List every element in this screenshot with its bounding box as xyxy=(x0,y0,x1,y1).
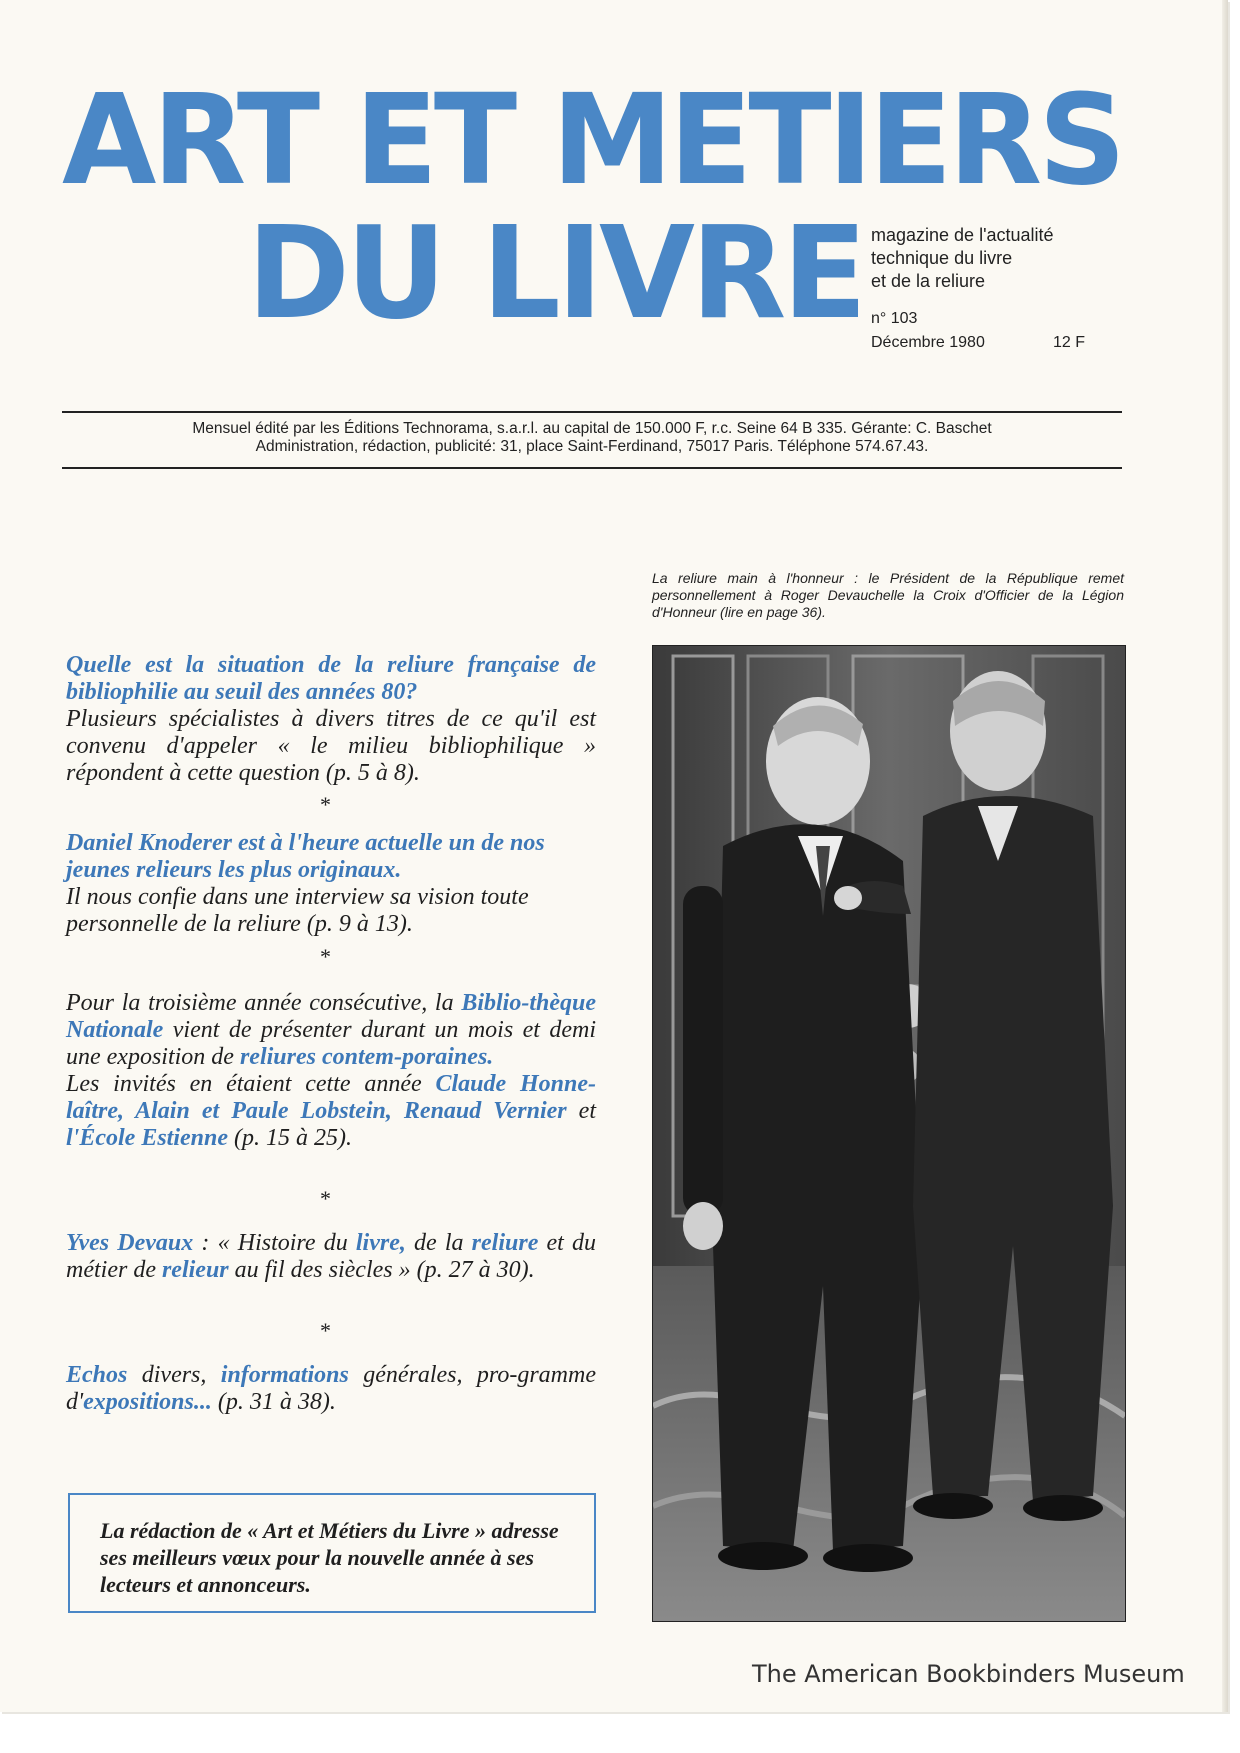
story-devaux xyxy=(66,1230,596,1284)
issue-price: 12 F xyxy=(1053,334,1086,351)
story-knoderer xyxy=(66,830,596,938)
story-text: et xyxy=(566,1098,597,1124)
issue-number: n° 103 xyxy=(871,310,918,327)
story-highlight: Yves Devaux xyxy=(66,1230,194,1256)
museum-watermark: The American Bookbinders Museum xyxy=(752,1660,1185,1688)
story-text: au fil des siècles » (p. 27 à 30). xyxy=(228,1257,535,1283)
story-text: (p. 31 à 38). xyxy=(211,1389,336,1415)
tagline-line: et de la reliure xyxy=(871,271,986,291)
story-text: générales, pro-gramme d' xyxy=(66,1362,596,1415)
story-reliure-situation xyxy=(66,652,596,787)
story-highlight: Claude Honne-laître, Alain et Paule Lobstein, Renaud Vernier xyxy=(66,1071,597,1124)
story-text: Les invités en étaient cette année xyxy=(66,1071,436,1097)
story-highlight: expositions... xyxy=(83,1389,212,1415)
story-separator: * xyxy=(320,1318,331,1343)
story-text: et du métier de xyxy=(66,1230,596,1283)
ceremony-photo xyxy=(652,645,1126,1622)
story-echos xyxy=(66,1362,596,1416)
story-separator: * xyxy=(320,944,331,969)
story-highlight: livre, xyxy=(355,1230,406,1256)
story-headline: Daniel Knoderer est à l'heure actuelle un de nos jeunes relieurs les plus originaux. xyxy=(66,830,545,883)
top-divider xyxy=(62,411,1122,413)
story-separator: * xyxy=(320,792,331,817)
tagline-line: technique du livre xyxy=(871,248,1013,268)
story-highlight: Echos xyxy=(66,1362,128,1388)
story-text: (p. 15 à 25). xyxy=(228,1125,352,1151)
story-highlight: informations xyxy=(220,1362,349,1388)
ceremony-photo-image xyxy=(653,646,1125,1621)
bottom-divider xyxy=(62,467,1122,469)
publisher-info xyxy=(62,420,1122,456)
publisher-info-line: Administration, rédaction, publicité: 31, place Saint-Ferdinand, 75017 Paris. Téléphone 574.67.43. xyxy=(255,438,929,455)
story-text: vient de présenter durant un mois et demi une exposition de xyxy=(66,1017,596,1070)
greeting-text: La rédaction de « Art et Métiers du Livre » adresse ses meilleurs vœux pour la nouvelle année à ses lecteurs et annonceurs. xyxy=(100,1518,559,1597)
story-highlight: Biblio-thèque Nationale xyxy=(66,990,596,1043)
story-text: de la xyxy=(405,1230,472,1256)
tagline-line: magazine de l'actualité xyxy=(871,225,1054,245)
story-highlight: reliure xyxy=(471,1230,539,1256)
publisher-info-line: Mensuel édité par les Éditions Technorama, s.a.r.l. au capital de 150.000 F, r.c. Seine 64 B 335. Gérante: C. Baschet xyxy=(192,420,992,437)
masthead-tagline xyxy=(871,224,1054,293)
issue-date: Décembre 1980 xyxy=(871,334,985,351)
story-text: : « Histoire du xyxy=(193,1230,356,1256)
story-text: divers, xyxy=(127,1362,221,1388)
page-edge xyxy=(1222,0,1228,1712)
story-highlight: l'École Estienne xyxy=(66,1125,228,1151)
masthead-title-line2: DU LIVRE xyxy=(247,199,864,349)
photo-caption: La reliure main à l'honneur : le Président de la République remet personnellement à Roger Devauchelle la Croix d'Officier de la Légion d'Honneur (lire en page 36). xyxy=(652,570,1124,620)
story-text: Pour la troisième année consécutive, la xyxy=(66,990,462,1016)
story-body: Il nous confie dans une interview sa vision toute personnelle de la reliure (p. 9 à 13). xyxy=(66,884,529,937)
story-headline: Quelle est la situation de la reliure française de bibliophilie au seuil des années 80? xyxy=(66,652,596,705)
masthead-title-line1: ART ET METIERS xyxy=(62,67,1123,213)
story-bibliotheque-nationale xyxy=(66,990,596,1152)
story-highlight: relieur xyxy=(161,1257,229,1283)
story-separator: * xyxy=(320,1186,331,1211)
story-highlight: reliures contem-poraines. xyxy=(239,1044,494,1070)
story-body: Plusieurs spécialistes à divers titres de ce qu'il est convenu d'appeler « le milieu bibliophilique » répondent à cette question (p. 5 à 8). xyxy=(66,706,596,786)
greeting-box xyxy=(68,1493,596,1613)
